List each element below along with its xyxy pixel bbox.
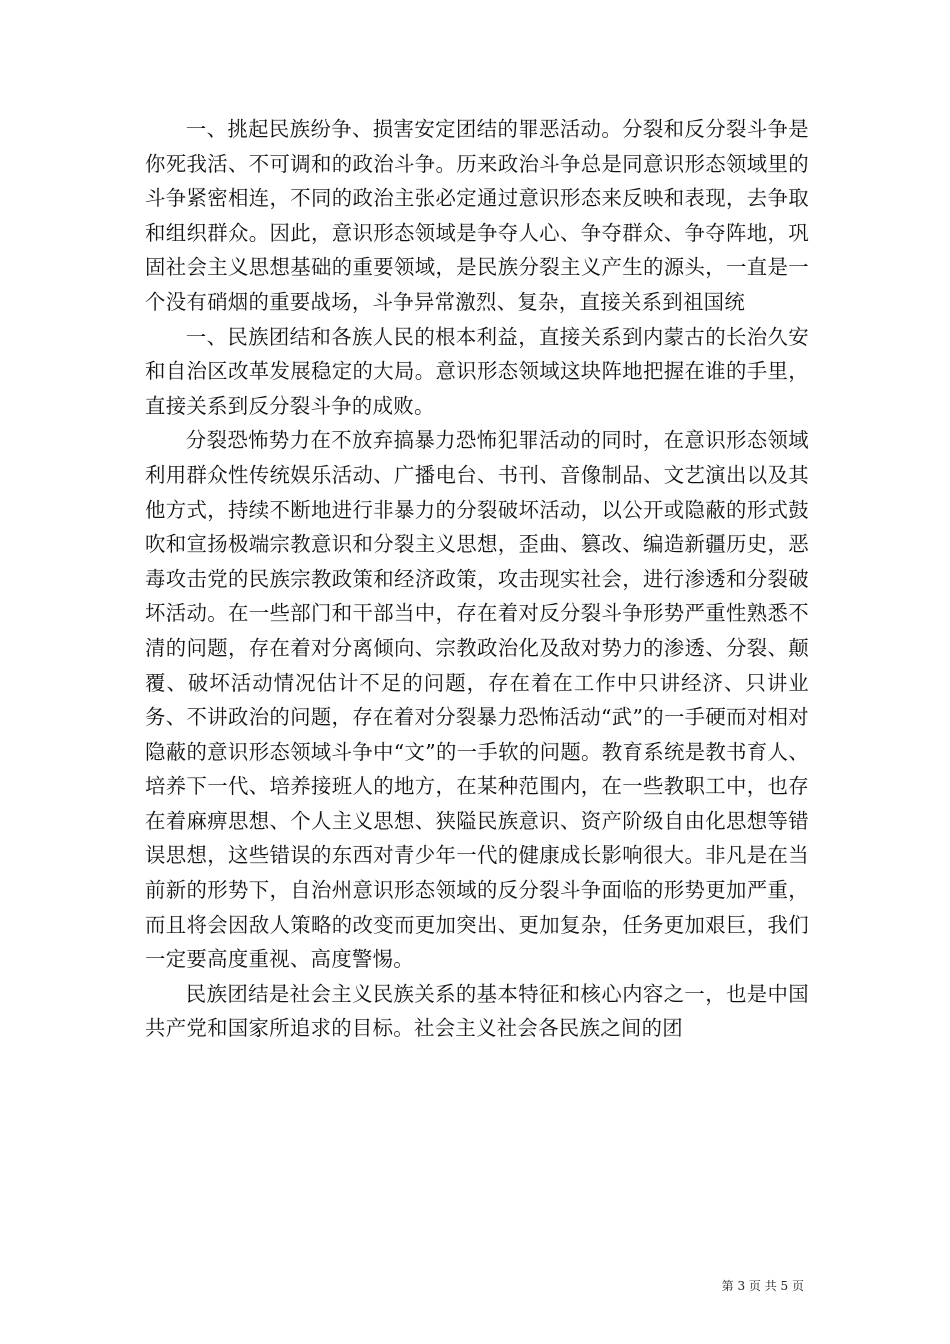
paragraph-3: 分裂恐怖势力在不放弃搞暴力恐怖犯罪活动的同时，在意识形态领域利用群众性传统娱乐活动、广播电台、书刊、音像制品、文艺演出以及其他方式，持续不断地进行非暴力的分裂破坏活动，以公开或隐蔽的形式鼓吹和宣扬极端宗教意识和分裂主义思想，歪曲、篡改、编造新疆历史，恶毒攻击党的民族宗教政策和经济政策，攻击现实社会，进行渗透和分裂破坏活动。在一些部门和干部当中，存在着对反分裂斗争形势严重性熟悉不清的问题，存在着对分离倾向、宗教政治化及敌对势力的渗透、分裂、颠覆、破坏活动情况估计不足的问题，存在着在工作中只讲经济、只讲业务、不讲政治的问题，存在着对分裂暴力恐怖活动“武”的一手硬而对相对隐蔽的意识形态领域斗争中“文”的一手软的问题。教育系统是教书育人、培养下一代、培养接班人的地方，在某种范围内，在一些教职工中，也存在着麻痹思想、个人主义思想、狭隘民族意识、资产阶级自由化思想等错误思想，这些错误的东西对青少年一代的健康成长影响很大。非凡是在当前新的形势下，自治州意识形态领域的反分裂斗争面临的形势更加严重，而且将会因敌人策略的改变而更加突出、更加复杂，任务更加艰巨，我们一定要高度重视、高度警惕。 bbox=[145, 428, 809, 972]
document-body bbox=[145, 112, 809, 1046]
page-number: 第 3 页 共 5 页 bbox=[721, 1279, 804, 1293]
paragraph-2: 一、民族团结和各族人民的根本利益，直接关系到内蒙古的长治久安和自治区改革发展稳定的大局。意识形态领域这块阵地把握在谁的手里，直接关系到反分裂斗争的成败。 bbox=[145, 324, 809, 418]
paragraph-4: 民族团结是社会主义民族关系的基本特征和核心内容之一，也是中国共产党和国家所追求的目标。社会主义社会各民族之间的团 bbox=[145, 981, 809, 1041]
paragraph-1: 一、挑起民族纷争、损害安定团结的罪恶活动。分裂和反分裂斗争是你死我活、不可调和的政治斗争。历来政治斗争总是同意识形态领域里的斗争紧密相连，不同的政治主张必定通过意识形态来反映和表现，去争取和组织群众。因此，意识形态领域是争夺人心、争夺群众、争夺阵地，巩固社会主义思想基础的重要领域，是民族分裂主义产生的源头，一直是一个没有硝烟的重要战场，斗争异常激烈、复杂，直接关系到祖国统 bbox=[145, 117, 809, 314]
